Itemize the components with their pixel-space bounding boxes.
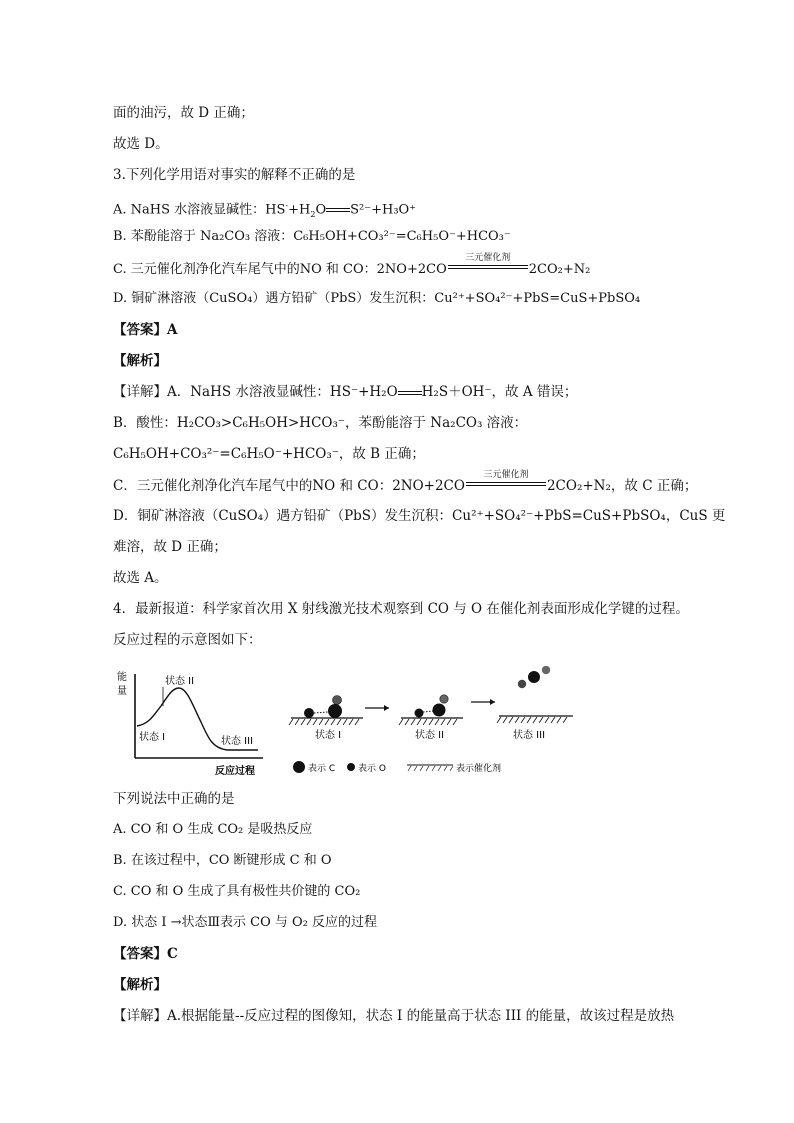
equilibrium-arrow-icon <box>326 205 350 215</box>
q3-option-a: A. NaHS 水溶液显碱性：$HS^-+H_2O$ S²⁻+H₃O⁺ <box>113 201 417 219</box>
q3-option-d: D. 铜矿淋溶液（CuSO₄）遇方铅矿（PbS）发生沉积：Cu²⁺+SO₄²⁻+PbS=CuS+PbSO₄ <box>113 291 641 306</box>
reaction-diagram <box>113 666 583 781</box>
energy-axis-label-2: 量 <box>117 686 127 697</box>
oxygen-atom <box>333 696 342 705</box>
carbon-legend-icon <box>293 761 305 773</box>
q3-option-b: B. 苯酚能溶于 Na₂CO₃ 溶液：C₆H₅OH+CO₃²⁻=C₆H₅O⁻+HCO₃⁻ <box>113 229 511 244</box>
question-4-cont: 反应过程的示意图如下： <box>113 632 262 648</box>
detail-3d-cont: 难溶，故 D 正确； <box>113 539 227 555</box>
energy-axis-label-1: 能 <box>117 672 127 683</box>
carbon-atom <box>433 704 446 717</box>
q3-option-c-right: 2CO₂+N₂ <box>528 262 591 277</box>
carbon-atom <box>528 671 540 683</box>
detail-3a-left: 【详解】A．NaHS 水溶液显碱性：HS⁻+H₂O <box>113 384 398 400</box>
q3-option-a-right: S²⁻+H₃O⁺ <box>350 202 417 218</box>
oxygen-atom <box>440 695 448 703</box>
text-line: 故选 D。 <box>113 136 169 152</box>
panel-label-state1: 状态 I <box>315 730 342 741</box>
curve-label-state1: 状态 I <box>139 732 166 743</box>
question-3: 3.下列化学用语对事实的解释不正确的是 <box>113 167 356 183</box>
curve-label-state3: 状态 III <box>221 736 254 747</box>
legend-catalyst: 表示催化剂 <box>456 764 502 774</box>
q4-option-c: C. CO 和 O 生成了具有极性共价键的 CO₂ <box>113 884 361 899</box>
catalyst-condition <box>448 253 528 273</box>
question-4: 4．最新报道：科学家首次用 X 射线激光技术观察到 CO 与 O 在催化剂表面形成化学键的过程。 <box>113 601 689 617</box>
catalyst-label: 三元催化剂 <box>483 470 529 480</box>
detail-3c-left: C．三元催化剂净化汽车尾气中的NO 和 CO：2NO+2CO <box>113 478 465 494</box>
oxygen-atom <box>542 666 550 674</box>
curve-label-state2: 状态 II <box>165 676 195 687</box>
catalyst-condition <box>466 470 546 490</box>
question-4-prompt: 下列说法中正确的是 <box>113 791 235 807</box>
analysis-3-heading: 【解析】 <box>113 353 167 369</box>
legend-oxygen: 表示 O <box>358 764 386 774</box>
detail-3d: D．铜矿淋溶液（CuSO₄）遇方铅矿（PbS）发生沉积：Cu²⁺+SO₄²⁻+PbS=CuS+PbSO₄，CuS 更 <box>113 508 726 524</box>
q4-option-b: B. 在该过程中，CO 断键形成 C 和 O <box>113 853 332 868</box>
q4-option-d: D. 状态 I →状态Ⅲ表示 CO 与 O₂ 反应的过程 <box>113 915 378 930</box>
catalyst-label: 三元催化剂 <box>465 253 511 263</box>
carbon-atom <box>304 708 314 718</box>
detail-3b: B．酸性：H₂CO₃>C₆H₅OH>HCO₃⁻，苯酚能溶于 Na₂CO₃ 溶液： <box>113 415 528 431</box>
q3-option-a-left: A. NaHS 水溶液显碱性：HS <box>113 202 286 218</box>
detail-3e: 故选 A。 <box>113 570 168 586</box>
oxygen-atom <box>518 680 526 688</box>
oxygen-legend-icon <box>347 763 355 771</box>
x-axis-label: 反应过程 <box>215 766 255 777</box>
detail-3a-right: H₂S＋OH⁻，故 A 错误； <box>421 384 578 400</box>
oxygen-atom <box>415 709 424 718</box>
q4-option-a: A. CO 和 O 生成 CO₂ 是吸热反应 <box>113 822 313 837</box>
legend-carbon: 表示 C <box>308 764 336 774</box>
equilibrium-arrow-icon <box>398 388 422 398</box>
answer-4: 【答案】C <box>113 946 178 962</box>
panel-label-state3: 状态 III <box>513 730 546 741</box>
arrow-right-icon <box>490 699 495 705</box>
answer-3: 【答案】A <box>113 322 178 338</box>
detail-3b-cont: C₆H₅OH+CO₃²⁻=C₆H₅O⁻+HCO₃⁻，故 B 正确； <box>113 446 425 462</box>
arrow-right-icon <box>384 705 389 711</box>
catalyst-legend-icon <box>408 766 453 771</box>
detail-3a <box>113 383 577 401</box>
q3-option-c-left: C. 三元催化剂净化汽车尾气中的NO 和 CO：2NO+2CO <box>113 262 447 277</box>
analysis-4-heading: 【解析】 <box>113 977 167 993</box>
detail-4a: 【详解】A.根据能量--反应过程的图像知，状态 I 的能量高于状态 III 的能量，故该过程是放热 <box>113 1008 675 1024</box>
detail-3c <box>113 470 698 495</box>
carbon-atom <box>328 704 342 718</box>
detail-3c-right: 2CO₂+N₂，故 C 正确； <box>546 478 698 494</box>
q3-option-c <box>113 253 591 279</box>
panel-label-state2: 状态 II <box>415 730 445 741</box>
text-line: 面的油污，故 D 正确； <box>113 105 254 121</box>
